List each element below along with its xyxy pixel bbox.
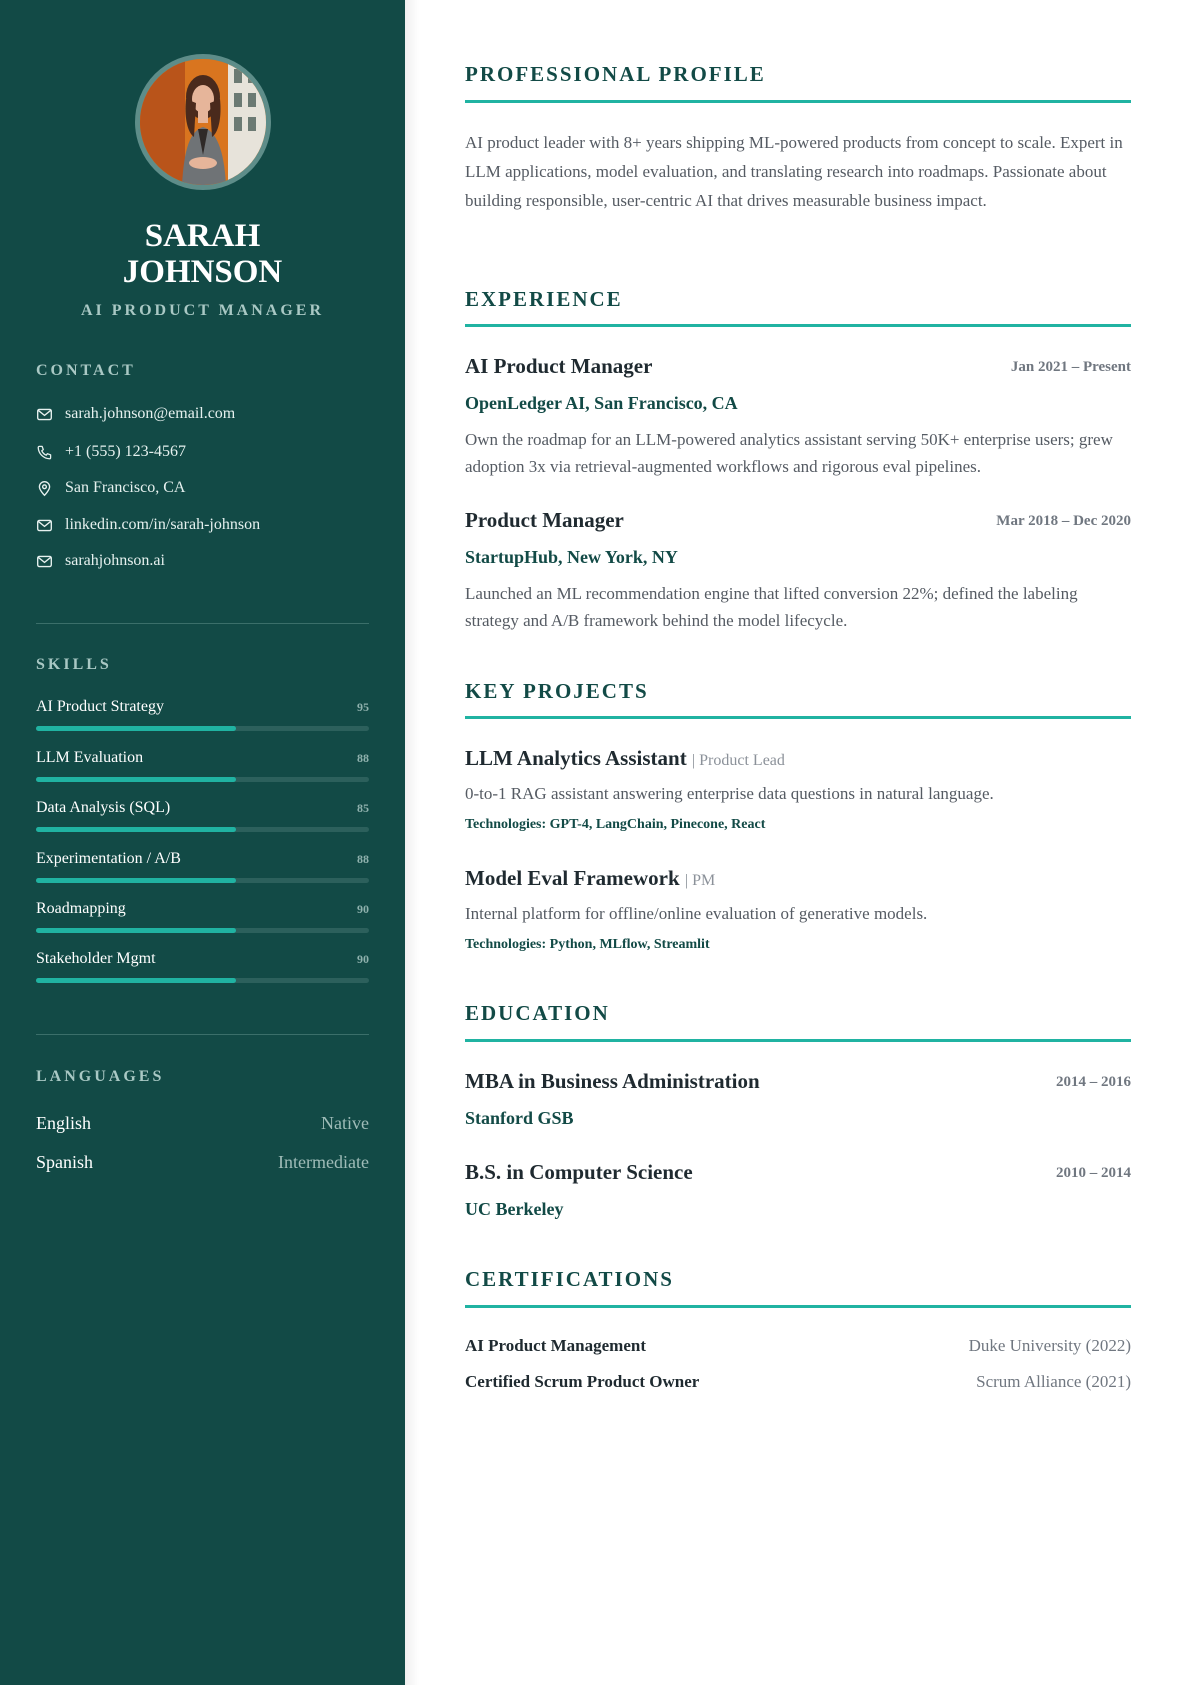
skill-bar (36, 928, 369, 933)
contact-location-text: San Francisco, CA (65, 479, 186, 496)
contact-phone[interactable] (36, 443, 186, 461)
skill-bar (36, 827, 369, 832)
language-item (36, 1113, 369, 1134)
project-technologies: Technologies: GPT-4, LangChain, Pinecone, React (465, 817, 766, 832)
skill-value: 95 (357, 700, 369, 714)
education-heading: EDUCATION (465, 1001, 610, 1025)
skill-label: Experimentation / A/B (36, 850, 181, 867)
skill-bar-fill (36, 827, 236, 832)
job-title: Product Manager (465, 508, 624, 532)
name-last: JOHNSON (122, 254, 283, 290)
skill-item (36, 799, 369, 832)
degree-title: MBA in Business Administration (465, 1069, 760, 1093)
sidebar-shadow (405, 0, 419, 1685)
job-date: Mar 2018 – Dec 2020 (996, 513, 1131, 529)
phone-icon (36, 444, 53, 461)
contact-email-text: sarah.johnson@email.com (65, 405, 236, 422)
project-role: | PM (684, 872, 716, 889)
skill-item (36, 749, 369, 782)
degree-title: B.S. in Computer Science (465, 1160, 693, 1184)
skills-heading: SKILLS (36, 656, 112, 673)
languages-heading: LANGUAGES (36, 1068, 165, 1085)
skill-bar-fill (36, 928, 236, 933)
mail-icon (36, 553, 53, 570)
project-title (465, 746, 785, 771)
language-name: English (36, 1113, 92, 1133)
project-description: 0-to-1 RAG assistant answering enterprise data questions in natural language. (465, 784, 994, 803)
contact-linkedin[interactable] (36, 516, 260, 534)
contact-website-text: sarahjohnson.ai (65, 552, 165, 569)
sidebar-divider (36, 623, 369, 624)
degree-years: 2014 – 2016 (1056, 1074, 1131, 1090)
skill-value: 88 (357, 751, 369, 765)
skill-bar (36, 878, 369, 883)
language-name: Spanish (36, 1152, 94, 1172)
profile-heading: PROFESSIONAL PROFILE (465, 62, 766, 86)
skill-item (36, 850, 369, 883)
skill-bar (36, 978, 369, 983)
school-name: UC Berkeley (465, 1199, 564, 1219)
skill-bar (36, 777, 369, 782)
skill-label: Roadmapping (36, 900, 126, 917)
job-description: Own the roadmap for an LLM-powered analytics assistant serving 50K+ enterprise users; grew adoption 3x via retrieval-augmented workflows and rigorous eval pipelines. (465, 430, 1113, 476)
certification-name: Certified Scrum Product Owner (465, 1372, 700, 1391)
project-role: | Product Lead (691, 752, 785, 769)
skill-label: AI Product Strategy (36, 698, 164, 715)
certification-name: AI Product Management (465, 1336, 646, 1355)
contact-heading: CONTACT (36, 362, 136, 379)
certification-issuer: Scrum Alliance (2021) (976, 1372, 1131, 1391)
degree-years: 2010 – 2014 (1056, 1165, 1131, 1181)
school-name: Stanford GSB (465, 1108, 574, 1128)
job-description: Launched an ML recommendation engine that lifted conversion 22%; defined the labeling strategy and A/B framework behind the model lifecycle. (465, 584, 1078, 630)
job-company: StartupHub, New York, NY (465, 547, 678, 567)
profile-summary: AI product leader with 8+ years shipping ML-powered products from concept to scale. Expert in LLM applications, model evaluation, and translating research into roadmaps. Passionate about building responsible, user-centric AI that drives measurable business impact. (465, 133, 1123, 210)
job-date: Jan 2021 – Present (1010, 359, 1131, 375)
project-name: Model Eval Framework (465, 866, 680, 890)
skill-label: Data Analysis (SQL) (36, 799, 171, 816)
profile-photo (140, 59, 266, 185)
section-rule (465, 716, 1131, 719)
contact-location (36, 479, 185, 497)
skill-value: 90 (357, 952, 369, 966)
section-rule (465, 324, 1131, 327)
section-rule (465, 1305, 1131, 1308)
language-level: Native (321, 1113, 369, 1133)
project-technologies: Technologies: Python, MLflow, Streamlit (465, 937, 710, 952)
language-level: Intermediate (278, 1152, 369, 1172)
job-role: AI PRODUCT MANAGER (80, 302, 325, 319)
contact-email[interactable] (36, 405, 235, 423)
skill-label: Stakeholder Mgmt (36, 950, 156, 967)
skill-value: 85 (357, 801, 369, 815)
location-icon (36, 480, 53, 497)
project-name: LLM Analytics Assistant (465, 746, 687, 770)
skill-bar-fill (36, 777, 236, 782)
experience-heading: EXPERIENCE (465, 287, 623, 311)
job-company: OpenLedger AI, San Francisco, CA (465, 393, 738, 413)
mail-icon (36, 517, 53, 534)
sidebar-divider (36, 1034, 369, 1035)
language-item (36, 1152, 369, 1173)
projects-heading: KEY PROJECTS (465, 679, 649, 703)
contact-phone-text: +1 (555) 123-4567 (65, 443, 187, 460)
skill-label: LLM Evaluation (36, 749, 144, 766)
certifications-heading: CERTIFICATIONS (465, 1267, 674, 1291)
section-rule (465, 1039, 1131, 1042)
project-description: Internal platform for offline/online evaluation of generative models. (465, 904, 928, 923)
mail-icon (36, 406, 53, 423)
certification-issuer: Duke University (2022) (968, 1336, 1131, 1355)
job-title: AI Product Manager (465, 354, 653, 378)
skill-item (36, 900, 369, 933)
sidebar (0, 0, 405, 1685)
skill-value: 88 (357, 852, 369, 866)
skill-item (36, 950, 369, 983)
name-first: SARAH (144, 218, 261, 254)
section-rule (465, 100, 1131, 103)
full-name (0, 218, 405, 290)
skill-item (36, 698, 369, 731)
project-title (465, 866, 715, 891)
skill-bar-fill (36, 878, 236, 883)
skill-bar-fill (36, 978, 236, 983)
skill-value: 90 (357, 902, 369, 916)
skill-bar (36, 726, 369, 731)
contact-linkedin-text: linkedin.com/in/sarah-johnson (65, 516, 261, 533)
skill-bar-fill (36, 726, 236, 731)
avatar (135, 54, 271, 190)
contact-website[interactable] (36, 552, 165, 570)
